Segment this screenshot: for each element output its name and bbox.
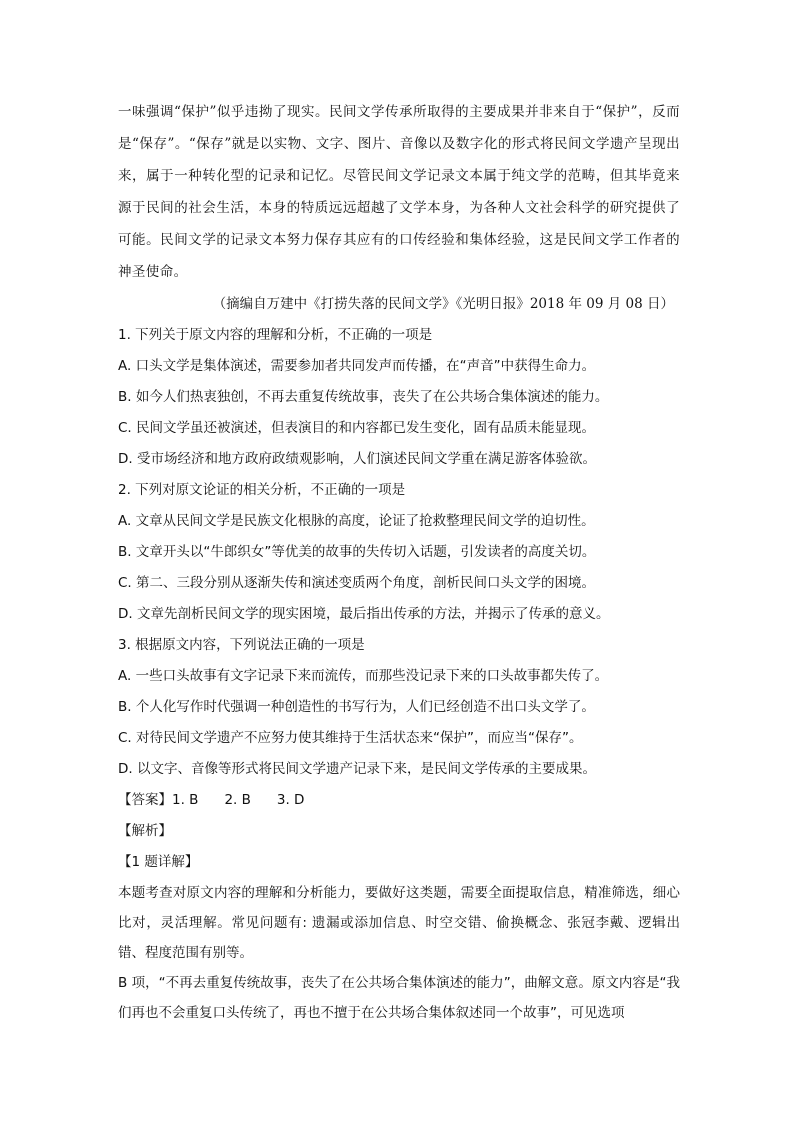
option-a: A. 口头文学是集体演述，需要参加者共同发声而传播，在“声音”中获得生命力。 xyxy=(118,358,596,374)
question-stem: 2. 下列对原文论证的相关分析，不正确的一项是 xyxy=(118,482,406,498)
passage-tail: 一味强调“保护”似乎违拗了现实。民间文学传承所取得的主要成果并非来自于“保护”，反而是“保存”。“保存”就是以实物、文字、图片、音像以及数字化的形式将民间文学遗产呈现出来，属于一种转化型的记录和记忆。尽管民间文学记录文本属于纯文学的范畴，但其毕竟来源于民间的社会生活，本身的特质远远超越了文学本身，为各种人文社会科学的研究提供了可能。民间文学的记录文本努力保存其应有的口传经验和集体经验，这是民间文学工作者的神圣使命。 xyxy=(118,104,680,280)
option-c: C. 第二、三段分别从逐渐失传和演述变质两个角度，剖析民间口头文学的困境。 xyxy=(118,575,596,591)
option-d: D. 受市场经济和地方政府政绩观影响，人们演述民间文学重在满足游客体验欲。 xyxy=(118,451,596,467)
document-page xyxy=(118,96,680,1028)
analysis-paragraph-2: B 项，“不再去重复传统故事，丧失了在公共场合集体演述的能力”，曲解文意。原文内容是“我们再也不会重复口头传统了，再也不擅于在公共场合集体叙述同一个故事”，可见选项 xyxy=(118,975,680,1021)
option-c: C. 民间文学虽还被演述，但表演目的和内容都已发生变化，固有品质未能显现。 xyxy=(118,420,596,436)
passage-source: （摘编自万建中《打捞失落的民间文学》《光明日报》2018 年 09 月 08 日） xyxy=(212,296,674,312)
question-3 xyxy=(118,630,680,785)
answer-item-3: 3. D xyxy=(276,792,305,808)
option-c: C. 对待民间文学遗产不应努力使其维持于生活状态来“保护”，而应当“保存”。 xyxy=(118,730,583,746)
option-b: B. 个人化写作时代强调一种创造性的书写行为，人们已经创造不出口头文学了。 xyxy=(118,699,595,715)
question-2 xyxy=(118,475,680,630)
answer-item-1: 1. B xyxy=(172,792,199,808)
option-a: A. 文章从民间文学是民族文化根脉的高度，论证了抢救整理民间文学的迫切性。 xyxy=(118,513,595,529)
option-d: D. 文章先剖析民间文学的现实困境，最后指出传承的方法，并揭示了传承的意义。 xyxy=(118,606,610,622)
question-stem: 1. 下列关于原文内容的理解和分析，不正确的一项是 xyxy=(118,327,433,343)
question-stem: 3. 根据原文内容，下列说法正确的一项是 xyxy=(118,637,365,653)
analysis-paragraph-1: 本题考查对原文内容的理解和分析能力，要做好这类题，需要全面提取信息，精准筛选，细心比对，灵活理解。常见问题有: 遗漏或添加信息、时空交错、偷换概念、张冠李戴、逻辑出错、程度范围有别等。 xyxy=(118,885,680,961)
option-b: B. 文章开头以“牛郎织女”等优美的故事的失传切入话题，引发读者的高度关切。 xyxy=(118,544,596,560)
answer-line xyxy=(118,785,680,816)
question-1 xyxy=(118,320,680,475)
answer-label: 【答案】 xyxy=(118,792,172,808)
detail-label: 【1 题详解】 xyxy=(118,854,199,870)
option-d: D. 以文字、音像等形式将民间文学遗产记录下来，是民间文学传承的主要成果。 xyxy=(118,761,596,777)
option-a: A. 一些口头故事有文字记录下来而流传，而那些没记录下来的口头故事都失传了。 xyxy=(118,668,609,684)
answer-item-2: 2. B xyxy=(224,792,251,808)
option-b: B. 如今人们热衷独创，不再去重复传统故事，丧失了在公共场合集体演述的能力。 xyxy=(118,389,609,405)
analysis-label: 【解析】 xyxy=(118,823,172,839)
